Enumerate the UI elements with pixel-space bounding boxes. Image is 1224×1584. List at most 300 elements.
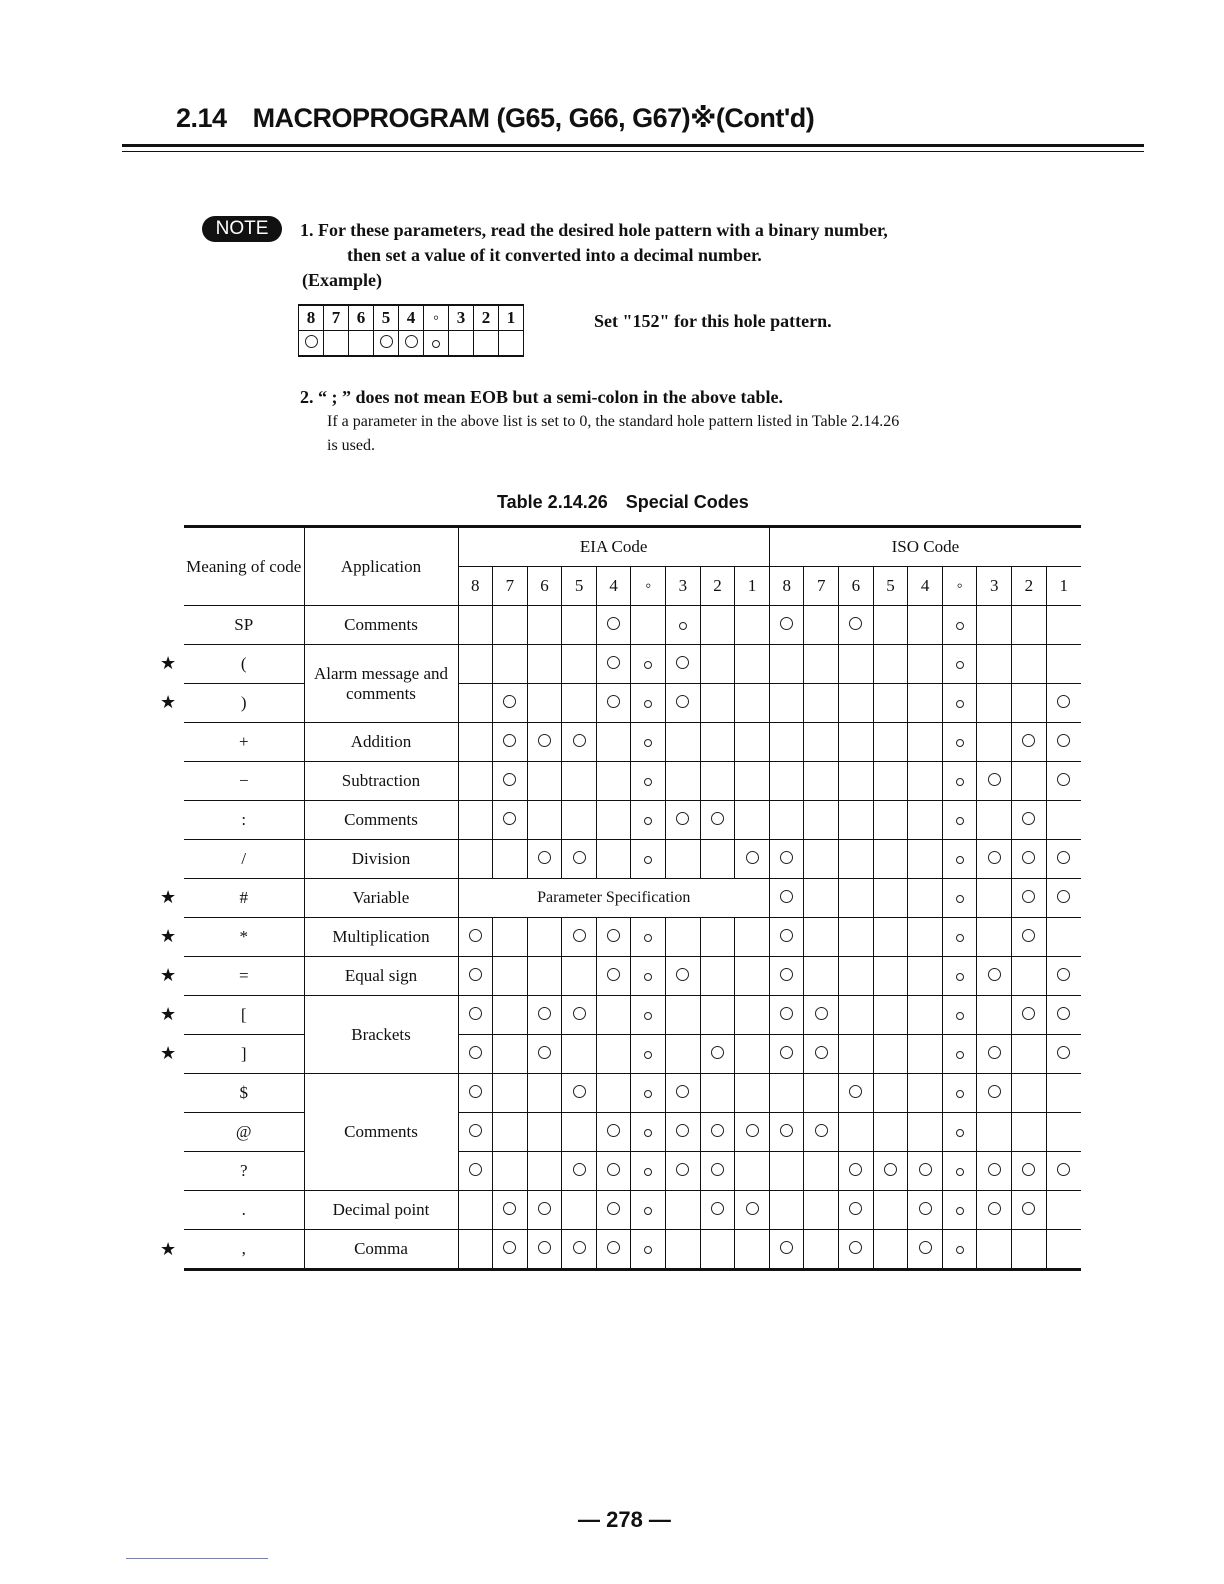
- code-application: Comments: [304, 1074, 458, 1191]
- eia-hole-cell: [562, 1191, 597, 1230]
- iso-hole-cell: [1046, 801, 1081, 840]
- eia-hole-mark: [607, 1241, 620, 1254]
- iso-hole-cell: [804, 1113, 839, 1152]
- eia-hole-cell: [700, 840, 735, 879]
- iso-hole-cell: [769, 645, 804, 684]
- eia-hole-cell: [596, 1035, 631, 1074]
- eia-hole-cell: [596, 723, 631, 762]
- iso-hole-mark: [988, 968, 1001, 981]
- iso-hole-cell: [873, 762, 908, 801]
- code-meaning: ,: [184, 1230, 304, 1270]
- iso-hole-mark: [815, 1007, 828, 1020]
- iso-hole-cell: [1012, 684, 1047, 723]
- eia-hole-cell: [596, 1191, 631, 1230]
- eia-hole-mark: [469, 1163, 482, 1176]
- star-marker: ★: [160, 692, 177, 712]
- eia-hole-cell: [735, 1191, 770, 1230]
- eia-hole-mark: [503, 734, 516, 747]
- header-rule: [122, 144, 1144, 147]
- eia-hole-cell: [735, 918, 770, 957]
- iso-hole-cell: [873, 996, 908, 1035]
- eia-hole-cell: [735, 957, 770, 996]
- header-iso: ISO Code: [769, 527, 1080, 567]
- iso-hole-cell: [908, 996, 943, 1035]
- iso-bit-header: 4: [908, 567, 943, 606]
- iso-hole-mark: [1022, 929, 1035, 942]
- iso-hole-mark: [884, 1163, 897, 1176]
- iso-hole-cell: [1012, 840, 1047, 879]
- table-caption-number: Table 2.14.26: [497, 492, 608, 512]
- eia-hole-cell: [631, 1152, 666, 1191]
- iso-hole-cell: [977, 762, 1012, 801]
- eia-bit-header: 7: [493, 567, 528, 606]
- iso-hole-cell: [804, 684, 839, 723]
- iso-hole-cell: [908, 645, 943, 684]
- iso-hole-cell: [1012, 918, 1047, 957]
- eia-hole-cell: [527, 1230, 562, 1270]
- eia-hole-cell: [562, 684, 597, 723]
- iso-hole-cell: [908, 1191, 943, 1230]
- code-application: Comments: [304, 606, 458, 645]
- example-bit-label: 8: [299, 305, 324, 331]
- eia-hole-cell: [493, 1230, 528, 1270]
- iso-hole-mark: [780, 1046, 793, 1059]
- iso-hole-mark: [780, 1124, 793, 1137]
- iso-hole-mark: [919, 1163, 932, 1176]
- example-hole-cell: [374, 331, 399, 357]
- section-heading: [176, 103, 814, 134]
- example-hole-cell: [349, 331, 374, 357]
- eia-hole-mark: [746, 1124, 759, 1137]
- code-meaning: @: [184, 1113, 304, 1152]
- iso-hole-mark: [1057, 695, 1070, 708]
- code-meaning: #: [184, 879, 304, 918]
- iso-bit-header: 8: [769, 567, 804, 606]
- eia-hole-cell: [735, 801, 770, 840]
- code-meaning: [: [184, 996, 304, 1035]
- eia-feed-hole-mark: [644, 1012, 652, 1020]
- iso-hole-cell: [873, 957, 908, 996]
- iso-hole-cell: [839, 957, 874, 996]
- eia-hole-cell: [631, 1230, 666, 1270]
- eia-hole-mark: [573, 1241, 586, 1254]
- note-item1-line2: then set a value of it converted into a decimal number.: [347, 245, 762, 265]
- code-meaning: ): [184, 684, 304, 723]
- iso-hole-cell: [908, 606, 943, 645]
- eia-hole-cell: [596, 684, 631, 723]
- iso-hole-cell: [942, 684, 977, 723]
- eia-hole-cell: [562, 996, 597, 1035]
- eia-feed-hole-mark: [644, 973, 652, 981]
- iso-hole-cell: [1046, 645, 1081, 684]
- iso-hole-cell: [977, 1230, 1012, 1270]
- eia-hole-mark: [469, 968, 482, 981]
- eia-hole-cell: [596, 1113, 631, 1152]
- iso-hole-cell: [769, 1035, 804, 1074]
- iso-hole-cell: [769, 762, 804, 801]
- eia-hole-cell: [735, 645, 770, 684]
- iso-hole-cell: [1012, 1035, 1047, 1074]
- iso-hole-cell: [977, 918, 1012, 957]
- eia-hole-cell: [458, 1113, 493, 1152]
- eia-hole-mark: [573, 1163, 586, 1176]
- iso-hole-cell: [804, 879, 839, 918]
- iso-hole-cell: [873, 723, 908, 762]
- eia-hole-cell: [527, 684, 562, 723]
- iso-hole-cell: [977, 801, 1012, 840]
- eia-hole-mark: [676, 656, 689, 669]
- iso-hole-cell: [942, 1152, 977, 1191]
- eia-hole-mark: [503, 695, 516, 708]
- eia-hole-cell: [700, 606, 735, 645]
- eia-hole-cell: [631, 801, 666, 840]
- eia-hole-cell: [458, 762, 493, 801]
- eia-hole-cell: [700, 996, 735, 1035]
- iso-hole-cell: [908, 684, 943, 723]
- iso-hole-cell: [769, 801, 804, 840]
- eia-hole-mark: [503, 812, 516, 825]
- eia-feed-hole-mark: [644, 1051, 652, 1059]
- iso-feed-hole-mark: [956, 661, 964, 669]
- eia-hole-cell: [596, 840, 631, 879]
- eia-hole-mark: [573, 1085, 586, 1098]
- iso-hole-cell: [839, 723, 874, 762]
- eia-hole-cell: [562, 840, 597, 879]
- table-row: [184, 723, 1081, 762]
- eia-hole-cell: [493, 606, 528, 645]
- eia-hole-cell: [700, 723, 735, 762]
- iso-hole-cell: [942, 1113, 977, 1152]
- iso-hole-mark: [988, 851, 1001, 864]
- iso-hole-cell: [942, 957, 977, 996]
- eia-hole-cell: [735, 840, 770, 879]
- code-meaning: −: [184, 762, 304, 801]
- code-meaning: .: [184, 1191, 304, 1230]
- iso-hole-cell: [873, 606, 908, 645]
- eia-hole-cell: [700, 1191, 735, 1230]
- iso-hole-cell: [769, 996, 804, 1035]
- eia-hole-mark: [573, 734, 586, 747]
- code-application: Equal sign: [304, 957, 458, 996]
- eia-hole-cell: [666, 684, 701, 723]
- iso-hole-cell: [839, 1113, 874, 1152]
- example-hole-cell: [299, 331, 324, 357]
- iso-feed-hole-mark: [956, 817, 964, 825]
- eia-hole-mark: [538, 1202, 551, 1215]
- iso-hole-mark: [988, 1085, 1001, 1098]
- iso-hole-cell: [908, 918, 943, 957]
- iso-hole-cell: [873, 801, 908, 840]
- eia-hole-mark: [676, 968, 689, 981]
- eia-feed-hole-mark: [644, 1207, 652, 1215]
- iso-hole-cell: [977, 996, 1012, 1035]
- iso-hole-mark: [815, 1046, 828, 1059]
- eia-hole-mark: [746, 1202, 759, 1215]
- iso-hole-mark: [988, 1163, 1001, 1176]
- iso-hole-mark: [988, 1202, 1001, 1215]
- eia-hole-cell: [666, 606, 701, 645]
- eia-hole-mark: [469, 1046, 482, 1059]
- iso-hole-cell: [769, 1191, 804, 1230]
- eia-hole-cell: [493, 645, 528, 684]
- iso-hole-mark: [1057, 1163, 1070, 1176]
- iso-hole-cell: [1012, 879, 1047, 918]
- eia-hole-mark: [676, 1163, 689, 1176]
- example-hole-cell: [399, 331, 424, 357]
- iso-hole-cell: [908, 762, 943, 801]
- eia-hole-mark: [676, 695, 689, 708]
- iso-hole-cell: [977, 957, 1012, 996]
- note-item2-line3: is used.: [327, 437, 375, 454]
- iso-hole-mark: [1057, 734, 1070, 747]
- example-hole-pattern: [298, 304, 524, 357]
- iso-hole-cell: [769, 957, 804, 996]
- header-eia: EIA Code: [458, 527, 769, 567]
- iso-hole-cell: [977, 684, 1012, 723]
- example-bit-label: ◦: [424, 305, 449, 331]
- eia-hole-mark: [711, 1163, 724, 1176]
- header-meaning: Meaning of code: [184, 527, 304, 606]
- note-item2-line2: If a parameter in the above list is set to 0, the standard hole pattern listed in Table 2.14.26: [327, 413, 900, 430]
- eia-hole-cell: [458, 801, 493, 840]
- eia-feed-hole-mark: [644, 778, 652, 786]
- iso-feed-hole-mark: [956, 973, 964, 981]
- eia-hole-cell: [666, 1113, 701, 1152]
- eia-hole-cell: [527, 1113, 562, 1152]
- eia-hole-cell: [631, 1191, 666, 1230]
- eia-feed-hole-mark: [644, 661, 652, 669]
- eia-hole-cell: [596, 996, 631, 1035]
- iso-hole-mark: [780, 1241, 793, 1254]
- example-hole-cell: [424, 331, 449, 357]
- eia-hole-cell: [527, 723, 562, 762]
- eia-hole-cell: [562, 762, 597, 801]
- eia-hole-cell: [562, 723, 597, 762]
- iso-hole-mark: [780, 1007, 793, 1020]
- iso-hole-cell: [1046, 1191, 1081, 1230]
- iso-hole-cell: [977, 1152, 1012, 1191]
- iso-hole-mark: [919, 1202, 932, 1215]
- example-bit-label: 4: [399, 305, 424, 331]
- iso-hole-mark: [1022, 1163, 1035, 1176]
- eia-hole-mark: [503, 1241, 516, 1254]
- iso-hole-cell: [1012, 801, 1047, 840]
- example-explanation: Set "152" for this hole pattern.: [594, 311, 832, 331]
- iso-bit-header: 6: [839, 567, 874, 606]
- iso-hole-mark: [1022, 734, 1035, 747]
- eia-hole-cell: [631, 645, 666, 684]
- iso-hole-cell: [804, 1074, 839, 1113]
- iso-hole-cell: [1012, 606, 1047, 645]
- star-marker: ★: [160, 965, 177, 985]
- iso-feed-hole-mark: [956, 1012, 964, 1020]
- eia-hole-cell: [493, 801, 528, 840]
- eia-hole-mark: [711, 1202, 724, 1215]
- eia-hole-cell: [735, 1035, 770, 1074]
- eia-hole-cell: [493, 840, 528, 879]
- eia-hole-cell: [666, 1074, 701, 1113]
- iso-hole-mark: [815, 1124, 828, 1137]
- eia-hole-cell: [493, 957, 528, 996]
- iso-hole-cell: [942, 918, 977, 957]
- eia-hole-cell: [493, 996, 528, 1035]
- hole-mark: [405, 335, 418, 348]
- iso-hole-cell: [804, 723, 839, 762]
- eia-hole-cell: [562, 957, 597, 996]
- code-meaning: SP: [184, 606, 304, 645]
- eia-hole-mark: [573, 851, 586, 864]
- iso-hole-cell: [977, 840, 1012, 879]
- table-row: [184, 1191, 1081, 1230]
- iso-bit-header: 2: [1012, 567, 1047, 606]
- eia-hole-cell: [666, 918, 701, 957]
- iso-hole-cell: [942, 606, 977, 645]
- iso-hole-cell: [977, 1113, 1012, 1152]
- iso-hole-cell: [804, 1191, 839, 1230]
- iso-hole-cell: [908, 1113, 943, 1152]
- iso-hole-cell: [1046, 1152, 1081, 1191]
- eia-hole-cell: [596, 762, 631, 801]
- table-row: [184, 918, 1081, 957]
- iso-hole-cell: [1012, 996, 1047, 1035]
- iso-hole-cell: [977, 1035, 1012, 1074]
- eia-hole-cell: [700, 684, 735, 723]
- iso-hole-mark: [849, 617, 862, 630]
- code-meaning: ]: [184, 1035, 304, 1074]
- eia-feed-hole-mark: [679, 622, 687, 630]
- code-application: Comments: [304, 801, 458, 840]
- eia-hole-cell: [596, 918, 631, 957]
- eia-hole-mark: [573, 1007, 586, 1020]
- iso-bit-header: 5: [873, 567, 908, 606]
- iso-feed-hole-mark: [956, 934, 964, 942]
- eia-hole-cell: [735, 1152, 770, 1191]
- eia-hole-cell: [735, 1230, 770, 1270]
- iso-feed-hole-mark: [956, 739, 964, 747]
- eia-hole-cell: [458, 1191, 493, 1230]
- iso-hole-cell: [1012, 1113, 1047, 1152]
- eia-hole-cell: [562, 1035, 597, 1074]
- iso-hole-cell: [804, 645, 839, 684]
- iso-hole-cell: [908, 723, 943, 762]
- example-hole-cell: [324, 331, 349, 357]
- iso-hole-cell: [839, 684, 874, 723]
- iso-hole-cell: [839, 1230, 874, 1270]
- eia-hole-cell: [527, 1152, 562, 1191]
- example-bit-label: 6: [349, 305, 374, 331]
- iso-hole-cell: [977, 879, 1012, 918]
- eia-hole-cell: [458, 1074, 493, 1113]
- eia-hole-mark: [711, 1046, 724, 1059]
- iso-hole-mark: [780, 617, 793, 630]
- eia-hole-cell: [666, 1191, 701, 1230]
- iso-hole-cell: [839, 1152, 874, 1191]
- page-number: — 278 —: [578, 1507, 671, 1532]
- iso-hole-cell: [873, 1191, 908, 1230]
- iso-hole-cell: [804, 1230, 839, 1270]
- eia-hole-cell: [631, 1074, 666, 1113]
- iso-hole-cell: [873, 684, 908, 723]
- code-application: Multiplication: [304, 918, 458, 957]
- code-application: Subtraction: [304, 762, 458, 801]
- eia-hole-cell: [596, 606, 631, 645]
- iso-hole-cell: [1012, 1152, 1047, 1191]
- iso-hole-cell: [1046, 1230, 1081, 1270]
- iso-hole-cell: [1046, 879, 1081, 918]
- eia-bit-header: 2: [700, 567, 735, 606]
- code-application: Decimal point: [304, 1191, 458, 1230]
- iso-hole-cell: [804, 996, 839, 1035]
- table-row: [184, 840, 1081, 879]
- table-row: [184, 762, 1081, 801]
- iso-hole-cell: [769, 840, 804, 879]
- eia-hole-mark: [469, 1124, 482, 1137]
- eia-hole-cell: [666, 762, 701, 801]
- iso-hole-cell: [908, 840, 943, 879]
- iso-hole-cell: [942, 1191, 977, 1230]
- eia-feed-hole-mark: [644, 1129, 652, 1137]
- eia-hole-cell: [458, 684, 493, 723]
- iso-hole-cell: [839, 606, 874, 645]
- table-caption: [497, 492, 749, 513]
- iso-hole-cell: [769, 1152, 804, 1191]
- iso-hole-mark: [780, 851, 793, 864]
- iso-hole-cell: [873, 918, 908, 957]
- iso-hole-mark: [780, 929, 793, 942]
- iso-hole-cell: [1046, 723, 1081, 762]
- eia-hole-cell: [527, 1035, 562, 1074]
- iso-hole-cell: [1012, 723, 1047, 762]
- eia-hole-cell: [700, 1074, 735, 1113]
- eia-hole-mark: [711, 812, 724, 825]
- iso-hole-mark: [1057, 773, 1070, 786]
- iso-hole-mark: [919, 1241, 932, 1254]
- eia-hole-mark: [538, 1007, 551, 1020]
- iso-hole-cell: [769, 1113, 804, 1152]
- iso-hole-cell: [839, 645, 874, 684]
- code-meaning: +: [184, 723, 304, 762]
- section-title: MACROPROGRAM (G65, G66, G67)※(Cont'd): [252, 103, 815, 133]
- eia-hole-cell: [666, 996, 701, 1035]
- iso-hole-cell: [769, 918, 804, 957]
- code-meaning: $: [184, 1074, 304, 1113]
- iso-hole-cell: [839, 840, 874, 879]
- eia-hole-cell: [458, 957, 493, 996]
- iso-hole-cell: [804, 801, 839, 840]
- eia-hole-cell: [527, 762, 562, 801]
- iso-hole-mark: [780, 968, 793, 981]
- eia-hole-cell: [735, 996, 770, 1035]
- iso-hole-cell: [908, 1074, 943, 1113]
- eia-feed-hole-mark: [644, 1168, 652, 1176]
- iso-hole-mark: [1022, 890, 1035, 903]
- iso-hole-cell: [804, 957, 839, 996]
- eia-feed-hole-mark: [644, 934, 652, 942]
- eia-feed-hole-mark: [644, 1246, 652, 1254]
- iso-bit-header: 1: [1046, 567, 1081, 606]
- iso-hole-cell: [873, 879, 908, 918]
- eia-hole-mark: [676, 1085, 689, 1098]
- iso-hole-cell: [873, 840, 908, 879]
- iso-hole-cell: [804, 606, 839, 645]
- iso-hole-cell: [1046, 684, 1081, 723]
- iso-hole-cell: [873, 1113, 908, 1152]
- eia-hole-cell: [666, 1035, 701, 1074]
- eia-hole-cell: [631, 762, 666, 801]
- eia-hole-cell: [493, 762, 528, 801]
- eia-hole-cell: [735, 1113, 770, 1152]
- iso-hole-cell: [1012, 1191, 1047, 1230]
